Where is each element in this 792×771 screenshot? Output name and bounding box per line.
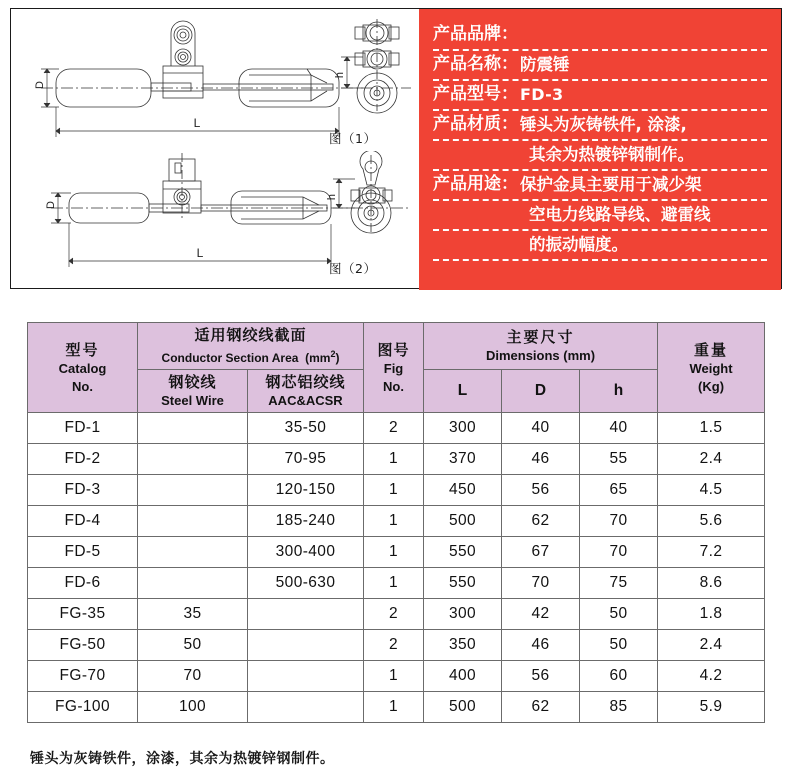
- cell-catalog: FD-2: [28, 444, 138, 475]
- th-aac-acsr-en: AAC&ACSR: [268, 393, 343, 408]
- table-row: [28, 413, 765, 444]
- figure-2: [11, 151, 421, 290]
- cell-aac-acsr: 185-240: [248, 506, 364, 537]
- spec-row-name: [433, 51, 767, 81]
- th-conductor-unit: (mm: [305, 351, 331, 365]
- spec-label-material: 产品材质：: [433, 114, 518, 134]
- cell-steel-wire: [138, 444, 248, 475]
- th-fig-no: [364, 323, 424, 413]
- cell-dim-l: 550: [424, 537, 502, 568]
- spec-label-brand: 产品品牌：: [433, 24, 518, 44]
- th-catalog-en2: No.: [72, 378, 93, 394]
- spec-label-usage: 产品用途：: [433, 174, 518, 194]
- svg-text:h: h: [334, 71, 346, 79]
- cell-steel-wire: [138, 537, 248, 568]
- th-aac-acsr: [248, 370, 364, 413]
- cell-catalog: FD-1: [28, 413, 138, 444]
- cell-dim-h: 70: [580, 537, 658, 568]
- cell-dim-l: 350: [424, 630, 502, 661]
- table-row: [28, 444, 765, 475]
- cell-catalog: FG-35: [28, 599, 138, 630]
- cell-dim-l: 500: [424, 506, 502, 537]
- top-panel: [10, 8, 782, 289]
- th-steel-wire-cn: 钢铰线: [168, 373, 217, 391]
- spec-row-usage-cont2: [433, 231, 767, 261]
- th-weight-cn: 重量: [694, 340, 729, 359]
- table-row: [28, 475, 765, 506]
- table-header-row-1: [28, 323, 765, 370]
- th-weight-en2: (Kg): [698, 378, 725, 394]
- cell-dim-d: 42: [502, 599, 580, 630]
- cell-fig: 1: [364, 475, 424, 506]
- cell-dim-d: 46: [502, 444, 580, 475]
- cell-dim-l: 370: [424, 444, 502, 475]
- cell-weight: 2.4: [658, 630, 765, 661]
- th-aac-acsr-cn: 钢芯铝绞线: [265, 373, 346, 391]
- th-weight-en1: Weight: [689, 360, 733, 376]
- spec-row-blank-1: [433, 261, 767, 299]
- th-conductor-unit-end: ): [335, 351, 340, 365]
- cell-aac-acsr: 70-95: [248, 444, 364, 475]
- cell-weight: 4.5: [658, 475, 765, 506]
- specification-table-container: [27, 322, 764, 723]
- svg-text:L: L: [196, 246, 204, 260]
- cell-fig: 1: [364, 661, 424, 692]
- th-dimensions: [424, 323, 658, 370]
- spec-label-name: 产品名称：: [433, 54, 518, 74]
- spec-value-model: FD-3: [520, 85, 564, 104]
- cell-steel-wire: 50: [138, 630, 248, 661]
- table-row: [28, 506, 765, 537]
- cell-steel-wire: [138, 413, 248, 444]
- svg-text:D: D: [45, 201, 57, 209]
- th-conductor-en: [140, 345, 361, 367]
- table-row: [28, 630, 765, 661]
- th-catalog-cn: 型号: [65, 340, 100, 359]
- th-catalog-en1: Catalog: [58, 360, 107, 376]
- cell-weight: 1.5: [658, 413, 765, 444]
- cell-catalog: FD-4: [28, 506, 138, 537]
- footer-note: 锤头为灰铸铁件，涂漆，其余为热镀锌钢制件。: [30, 751, 335, 767]
- cell-dim-d: 62: [502, 506, 580, 537]
- cell-dim-h: 55: [580, 444, 658, 475]
- spec-value-name: 防震锤: [520, 55, 570, 74]
- cell-catalog: FD-5: [28, 537, 138, 568]
- th-conductor-en-text: Conductor Section Area: [161, 351, 299, 365]
- cell-dim-h: 65: [580, 475, 658, 506]
- cell-aac-acsr: [248, 630, 364, 661]
- cell-weight: 1.8: [658, 599, 765, 630]
- cell-weight: 7.2: [658, 537, 765, 568]
- table-row: [28, 692, 765, 723]
- cell-dim-l: 500: [424, 692, 502, 723]
- cell-dim-h: 50: [580, 630, 658, 661]
- th-fig-en1: Fig: [383, 360, 404, 376]
- cell-dim-h: 85: [580, 692, 658, 723]
- cell-dim-d: 62: [502, 692, 580, 723]
- cell-aac-acsr: 500-630: [248, 568, 364, 599]
- th-fig-cn: 图号: [377, 340, 410, 359]
- cell-weight: 5.6: [658, 506, 765, 537]
- figure-2-caption: 图（2）: [329, 261, 377, 276]
- cell-fig: 2: [364, 413, 424, 444]
- table-row: [28, 537, 765, 568]
- table-row: [28, 599, 765, 630]
- spec-value-usage-cont2: 的振动幅度。: [529, 235, 628, 254]
- cell-catalog: FG-50: [28, 630, 138, 661]
- cell-catalog: FG-70: [28, 661, 138, 692]
- cell-weight: 2.4: [658, 444, 765, 475]
- cell-aac-acsr: [248, 692, 364, 723]
- cell-dim-l: 550: [424, 568, 502, 599]
- cell-dim-l: 400: [424, 661, 502, 692]
- cell-steel-wire: [138, 568, 248, 599]
- cell-dim-h: 50: [580, 599, 658, 630]
- table-row: [28, 568, 765, 599]
- cell-dim-h: 60: [580, 661, 658, 692]
- table-row: [28, 661, 765, 692]
- cell-weight: 8.6: [658, 568, 765, 599]
- cell-catalog: FD-3: [28, 475, 138, 506]
- cell-dim-l: 300: [424, 599, 502, 630]
- cell-dim-h: 70: [580, 506, 658, 537]
- cell-dim-d: 70: [502, 568, 580, 599]
- cell-fig: 2: [364, 630, 424, 661]
- specification-table: [27, 322, 765, 723]
- cell-steel-wire: 70: [138, 661, 248, 692]
- cell-fig: 2: [364, 599, 424, 630]
- cell-fig: 1: [364, 537, 424, 568]
- th-dimensions-en: Dimensions (mm): [485, 348, 596, 363]
- cell-catalog: FG-100: [28, 692, 138, 723]
- cell-dim-d: 40: [502, 413, 580, 444]
- cell-steel-wire: 35: [138, 599, 248, 630]
- cell-aac-acsr: [248, 599, 364, 630]
- spec-row-brand: [433, 21, 767, 51]
- th-conductor-section-area: [138, 323, 364, 370]
- cell-fig: 1: [364, 506, 424, 537]
- cell-aac-acsr: [248, 661, 364, 692]
- th-fig-en2: No.: [383, 378, 404, 394]
- cell-dim-l: 450: [424, 475, 502, 506]
- cell-aac-acsr: 120-150: [248, 475, 364, 506]
- spec-row-usage-cont1: [433, 201, 767, 231]
- spec-row-usage: [433, 171, 767, 201]
- spec-value-usage: 保护金具主要用于减少架: [520, 175, 702, 194]
- th-steel-wire: [138, 370, 248, 413]
- cell-dim-d: 67: [502, 537, 580, 568]
- spec-value-material-cont: 其余为热镀锌钢制作。: [529, 145, 694, 164]
- cell-aac-acsr: 35-50: [248, 413, 364, 444]
- cell-aac-acsr: 300-400: [248, 537, 364, 568]
- cell-catalog: FD-6: [28, 568, 138, 599]
- cell-dim-l: 300: [424, 413, 502, 444]
- cell-dim-d: 56: [502, 475, 580, 506]
- svg-text:D: D: [34, 81, 46, 89]
- th-conductor-unit-sup: 2: [330, 349, 336, 359]
- cell-dim-h: 40: [580, 413, 658, 444]
- cell-fig: 1: [364, 444, 424, 475]
- th-weight: [658, 323, 765, 413]
- svg-text:h: h: [326, 193, 338, 201]
- cell-steel-wire: [138, 475, 248, 506]
- cell-weight: 5.9: [658, 692, 765, 723]
- spec-row-material-cont: [433, 141, 767, 171]
- cell-dim-h: 75: [580, 568, 658, 599]
- spec-value-usage-cont1: 空电力线路导线、避雷线: [529, 205, 711, 224]
- spec-row-material: [433, 111, 767, 141]
- spec-row-model: [433, 81, 767, 111]
- technical-drawings-pane: [11, 9, 421, 288]
- cell-fig: 1: [364, 568, 424, 599]
- th-dim-h: h: [580, 370, 658, 413]
- cell-fig: 1: [364, 692, 424, 723]
- th-steel-wire-en: Steel Wire: [161, 393, 224, 408]
- cell-steel-wire: [138, 506, 248, 537]
- th-dim-d: D: [502, 370, 580, 413]
- spec-label-model: 产品型号：: [433, 84, 518, 104]
- cell-weight: 4.2: [658, 661, 765, 692]
- table-header: [28, 323, 765, 413]
- th-dimensions-cn: 主要尺寸: [506, 328, 575, 346]
- svg-text:L: L: [193, 116, 201, 130]
- table-body: [28, 413, 765, 723]
- th-catalog-no: [28, 323, 138, 413]
- figure-1-caption: 图（1）: [329, 131, 377, 146]
- product-spec-panel: [419, 9, 781, 290]
- th-conductor-cn: 适用钢绞线截面: [194, 326, 307, 344]
- cell-dim-d: 46: [502, 630, 580, 661]
- spec-value-material: 锤头为灰铸铁件, 涂漆,: [520, 115, 687, 134]
- th-dim-l: L: [424, 370, 502, 413]
- cell-steel-wire: 100: [138, 692, 248, 723]
- cell-dim-d: 56: [502, 661, 580, 692]
- figure-1: [11, 11, 421, 151]
